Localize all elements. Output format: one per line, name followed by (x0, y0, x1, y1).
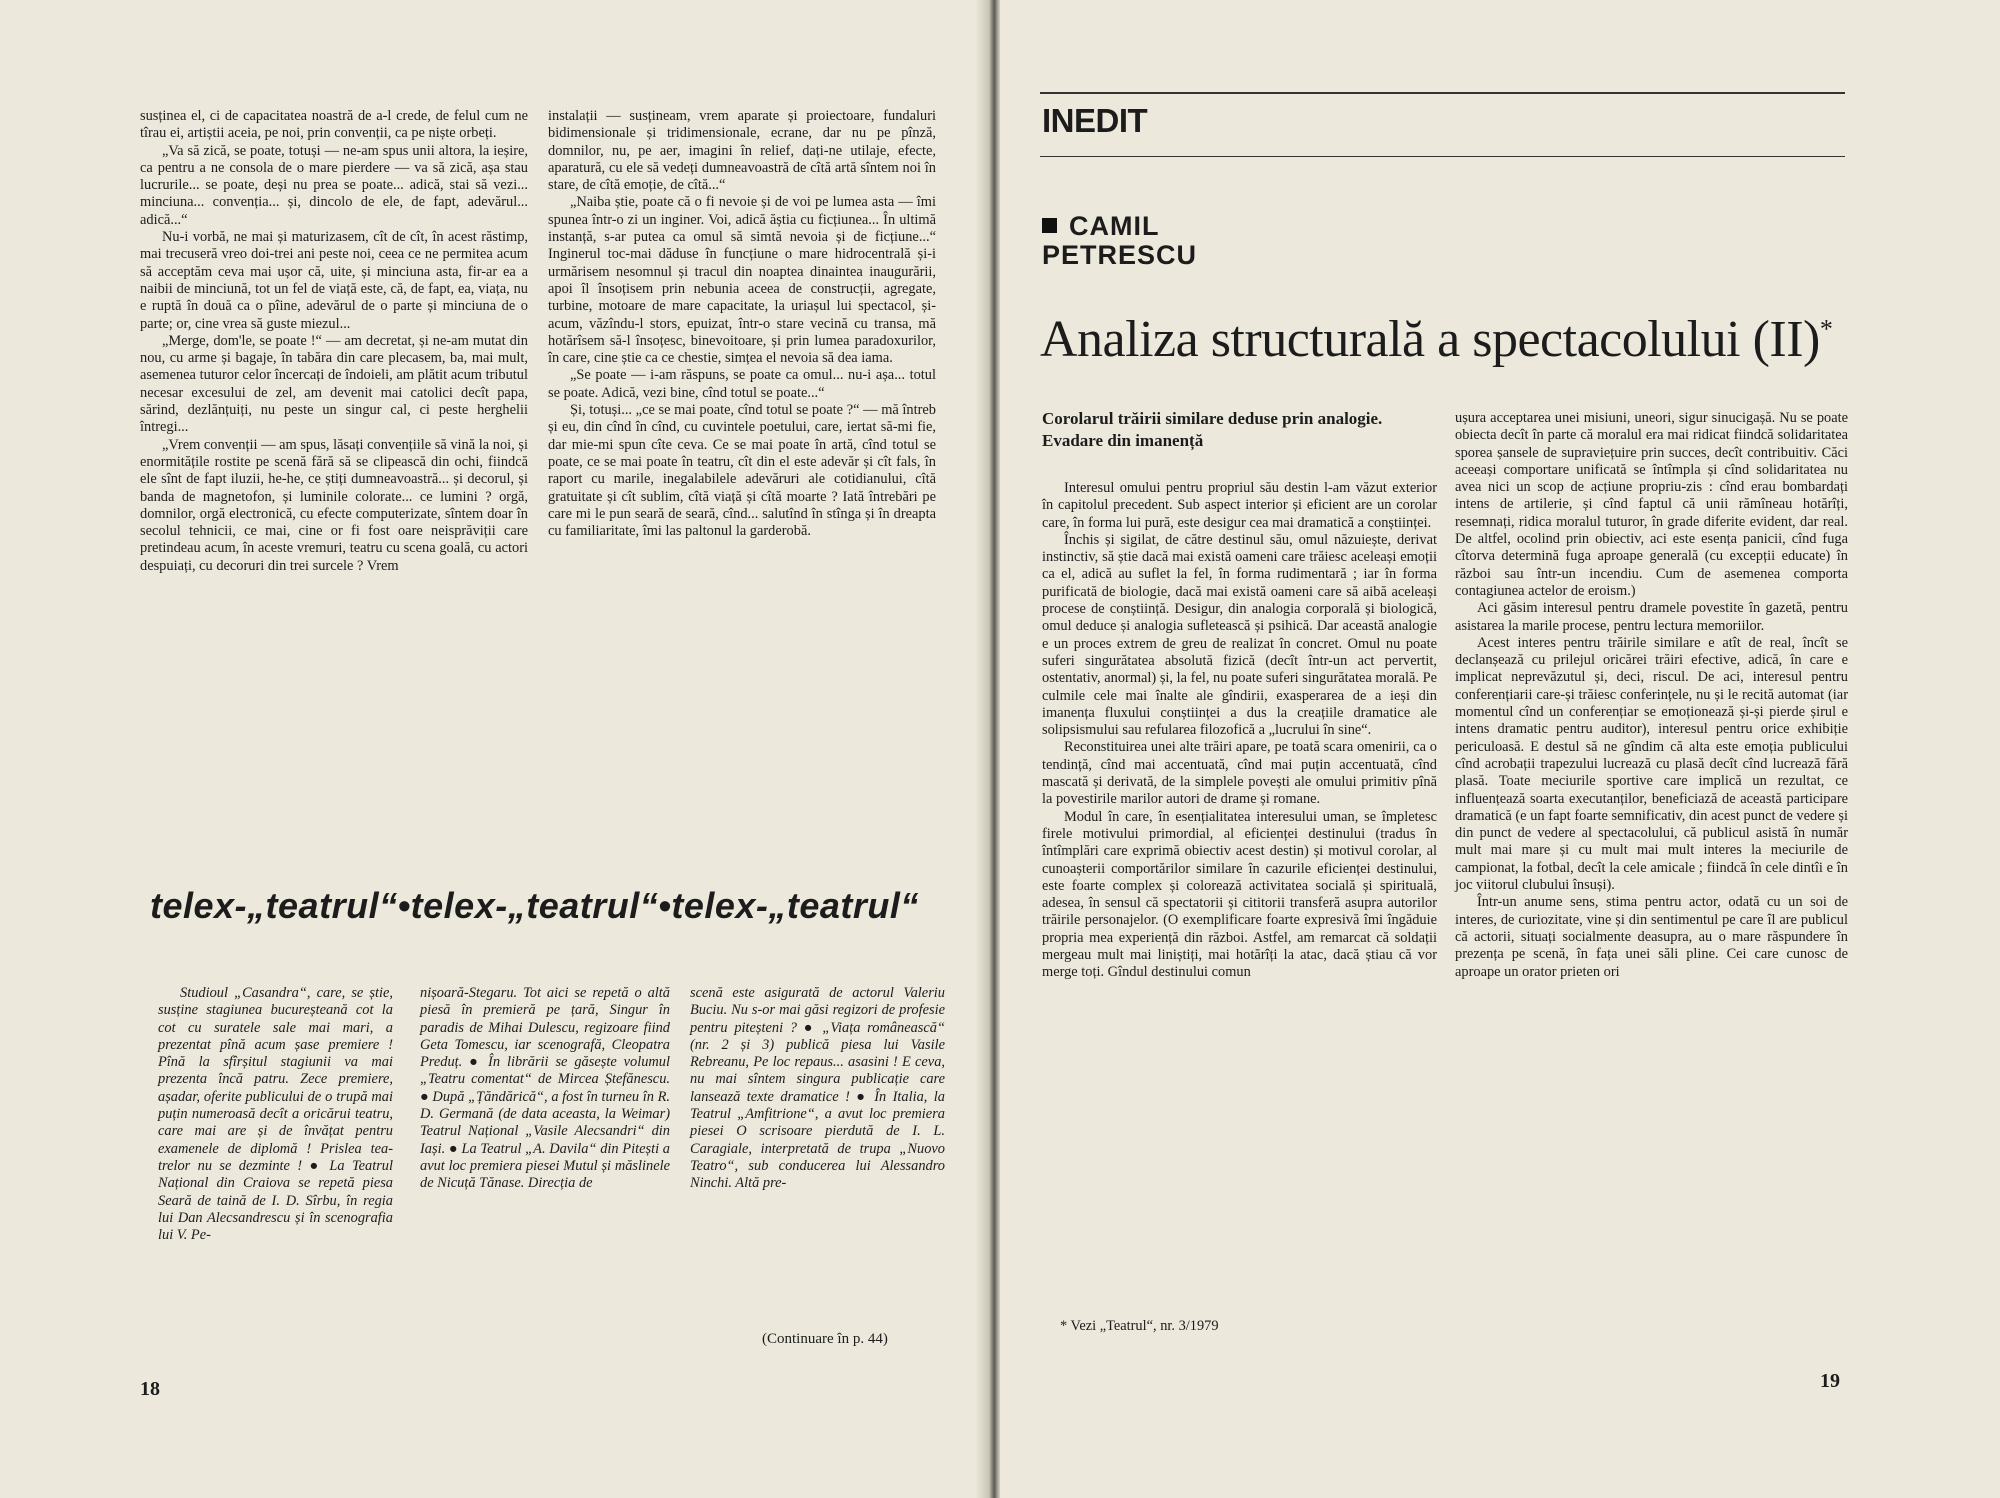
paragraph: instalații — susțineam, vrem aparate și proiectoare, fundaluri bidimensionale și tridimensionale, ecrane, dar nu pe pînză, domnilor, nu, pe aer, imagini în relief, dați-ne utilaje, efecte, aparatură, cu ele să vedeți dumneavoastră de cîtă artă sîntem noi în stare, de cîtă emoție, de cîtă...“ (548, 108, 936, 194)
telex-banner: telex-„teatrul“•telex-„teatrul“•telex-„teatrul“ (150, 885, 919, 926)
footnote: * Vezi „Teatrul“, nr. 3/1979 (1060, 1318, 1219, 1334)
paragraph: Reconstituirea unei alte trăiri apare, pe toată scara omenirii, ca o tendință, cînd mai accentuată, cînd mai puțin accentuată, cînd mascată și derivată, de la simplele povești ale omului primitiv pînă la povestirile marilor autori de drame și romane. (1042, 739, 1437, 808)
left-column-2 (548, 108, 936, 540)
telex-paragraph: scenă este asigurată de actorul Valeriu Buciu. Nu s-or mai găsi regizori de profesie pentru piteșteni ? ● „Viața românească“ (nr. 2 și 3) publică piesa lui Vasile Rebreanu, Pe loc repaus... asasini ! E ceva, nu mai sîntem singura publicație care lansează texte dramatice ! ● În Italia, la Teatrul „Amfitrione“, a avut loc premiera piesei O scrisoare pierdută de I. L. Caragiale, interpretată de trupa „Nuovo Teatro“, sub conducerea lui Alessandro Ninchi. Altă pre- (690, 985, 945, 1192)
paragraph: „Merge, dom'le, se poate !“ — am decretat, și ne-am mutat din nou, cu arme și bagaje, în tabăra din care plecasem, ba, mai mult, asemenea tuturor celor încercați de îndoieli, am plătit acum tributul necesar excesului de zel, am devenit mai catolici decît papa, sărind, dezlănțuiți, nu peste un singur cal, ci peste herghelii întregi... (140, 332, 528, 436)
paragraph: Acest interes pentru trăirile similare e atît de real, încît se declanșează cu prilejul oricărei trăiri efective, adică, în care e implicat neprevăzutul și, deci, riscul. De aci, interesul pentru conferențiarii care-și trăiesc conferințele, nu și le recită automat (iar momentul cînd un conferențiar se emoționează și-și pierde șirul e intens dramatic pentru auditor), interesul pentru orice exhibiție periculoasă. E destul să ne gîndim că alta este emoția publicului cînd acrobații trapezului lucrează cu plasă decît cînd lucrează fără plasă. Toate meciurile sportive care implică un rezultat, ce influențează soarta executanților, beneficiază de această participare dramatică (e un fapt foarte semnificativ, din acest punct de vedere și din punct de vedere al spectacolului, că publicul asistă în număr mult mai mare și cu mult mai mult interes la meciurile de campionat, la fotbal, decît la cele amicale ; fiindcă în cele dintîi e în joc viitorul clubului însuși). (1455, 634, 1848, 894)
article-subhead: Corolarul trăirii similare deduse prin analogie. Evadare din imanență (1042, 409, 1383, 450)
page-number: 18 (140, 1378, 160, 1400)
page-number: 19 (1820, 1370, 1840, 1392)
paragraph: „Naiba știe, poate că o fi nevoie și de voi pe lumea asta — îmi spunea într-o zi un inginer. Voi, adică ăștia cu ficțiunea... În ultimă instanță, s-ar putea ca omul să simtă nevoia și de ficțiune...“ Inginerul toc-mai dăduse în funcțiune o mare hidrocentrală și-i urmărisem nesomnul și tracul din noaptea dinaintea inaugurării, apoi îl însoțisem prin nebunia aceea de construcții, agregate, turbine, motoare de mare capacitate, la uriașul lui spectacol, și-acum, văzîndu-l stors, epuizat, într-o stare vecină cu transa, mă hotărîsem să-l însoțesc, binevoitoare, și prin lumea paradoxurilor, în care, cine știe ca ce chestie, simțea el nevoia să dea iama. (548, 194, 936, 367)
telex-column-3 (690, 985, 945, 1193)
square-bullet-icon (1042, 218, 1057, 233)
left-page (0, 0, 990, 1498)
article-title-text: Analiza structurală a spectacolului (II) (1040, 311, 1820, 368)
paragraph: Nu-i vorbă, ne mai și maturizasem, cît de cît, în acest răstimp, mai trecuseră vreo doi-trei ani peste noi, ceea ce ne permitea acum să acceptăm ceva mai ușor că, uite, și minciuna asta, fir-ar ea a naibii de minciună, tot un fel de viață este, că, de fapt, ea, viața, nu e ruptă în două ca o pîine, adevărul de o parte și minciuna de o parte; or, cine vrea să guste miezul... (140, 229, 528, 332)
paragraph: Într-un anume sens, stima pentru actor, odată cu un soi de interes, de curiozitate, vine și din sentimentul pe care îl are publicul că actorii, situați socialmente deasupra, au o mare răspundere în prezența pe scenă, în fața unei săli pline. Cei care cunosc de aproape un orator prieten ori (1455, 894, 1848, 980)
paragraph: Aci găsim interesul pentru dramele povestite în gazetă, pentru asistarea la marile procese, pentru lectura memoriilor. (1455, 600, 1848, 634)
telex-paragraph: Studioul „Casandra“, care, se știe, susține stagiunea bucureșteană cot la cot cu suratele sale mai mari, a prezentat pînă acum șase premiere ! Pînă la sfîrșitul stagiunii va mai prezenta încă patru. Zece premiere, așadar, oferite publicului de o trupă mai puțin numeroasă decît a oricărui teatru, care mai are și de învățat pentru examenele de diplomă ! Prislea tea-trelor nu se dezminte ! ● La Teatrul Național din Craiova se repetă piesa Seară de taină de I. D. Sîrbu, în regia lui Dan Alecsandrescu și în scenografia lui V. Pe- (158, 985, 393, 1244)
telex-column-1 (158, 985, 393, 1244)
left-column-1 (140, 108, 528, 575)
right-column-1 (1042, 480, 1437, 982)
article-title (1040, 310, 1832, 369)
telex-paragraph: nișoară-Stegaru. Tot aici se repetă o altă piesă în premieră pe țară, Singur în paradis de Mihai Dulescu, regizoare fiind Geta Tomescu, iar scenografă, Cleopatra Preduț. ● În librării se găsește volumul „Teatru comentat“ de Mircea Ștefănescu. ● După „Țăndărică“, a fost în turneu în R. D. Germană (de data aceasta, la Weimar) Teatrul Național „Vasile Alecsandri“ din Iași. ● La Teatrul „A. Davila“ din Pitești a avut loc premiera piesei Mutul și măslinele de Nicuță Tănase. Direcția de (420, 985, 670, 1192)
paragraph: Interesul omului pentru propriul său destin l-am văzut exterior în capitolul precedent. Sub aspect interior și eficient are un corolar care, în forma lui pură, este desigur cea mai dramatică a conștiinței. (1042, 480, 1437, 531)
paragraph: „Vrem convenții — am spus, lăsați convențiile să vină la noi, și enormitățile rostite pe scenă fără să se clipească din ochi, fiindcă ele sînt de fapt iluzii, he-he, ce știți dumneavoastră... și decorul, și banda de magnetofon, și luminile colorate... ce lumini ? orgă, domnilor, orgă electronică, cu efecte computerizate, sîntem doar în secolul tehnicii, ce mai, cine or fi fost oare neisprăviții care pretindeau acum, în aceste vremuri, teatru cu scena goală, cu actori despuiați, cu decoruri din trei surcele ? Vrem (140, 436, 528, 574)
paragraph: „Va să zică, se poate, totuși — ne-am spus unii altora, la ieșire, ca pentru a ne consola de o mare pierdere — va să zică, așa stau lucrurile... se poate, deși nu prea se poate... adică, stai să vezi... minciuna... convenția... și, dincolo de ele, de fapt, adevărul... adică...“ (140, 142, 528, 228)
paragraph: „Se poate — i-am răspuns, se poate ca omul... nu-i așa... totul se poate. Adică, vezi bine, cînd totul se poate...“ (548, 367, 936, 401)
paragraph: Închis și sigilat, de către destinul său, omul năzuiește, derivat instinctiv, să știe dacă mai există oameni care trăiesc aceleași emoții ca el, adică au suflet la fel, în forma rudimentară ; iar în forma purificată de biologie, dacă mai există oameni care să aibă aceleași procese de conștiință. Desigur, din analogia corporală și biologică, omul deduce și analogia sufletească și psihică. Dar această analogie e un proces extrem de greu de realizat în concret. Omul nu poate suferi singurătatea absolută fizică (decît într-un act pervertit, ostentativ, anormal) și, la fel, nu poate suferi singurătatea morală. Pe culmile cele mai înalte ale gîndirii, exasperarea de a ieși din imanența fluxului conștiinței a dus la creațiile dramatice ale solipsismului sau refularea filozofică a „lucrului în sine“. (1042, 531, 1437, 739)
author-first-name: CAMIL (1069, 211, 1160, 241)
footnote-mark: * (1819, 314, 1833, 344)
section-label: INEDIT (1042, 102, 1148, 139)
telex-column-2 (420, 985, 670, 1193)
paragraph: susținea el, ci de capacitatea noastră de a-l crede, de felul cum ne tîrau ei, artiștii aceia, pe noi, prin convenții, ca pe niște orbeți. (140, 108, 528, 142)
author-last-name: PETRESCU (1042, 240, 1198, 270)
continuation-note: (Continuare în p. 44) (762, 1331, 888, 1347)
paragraph: Și, totuși... „ce se mai poate, cînd totul se poate ?“ — mă întreb și eu, din cînd în cînd, cu cuvintele poetului, care, iertat să-mi fie, dar mie-mi spun cîte ceva. Ce se mai poate în artă, cînd totul se poate, ce se mai poate în teatru, cît din el este adevăr și cît fals, în raport cu marile, inegalabilele adevăruri ale cotidianului, cîtă gratuitate și cît sublim, cîtă viață și cîtă moarte ? Iată întrebări pe care mi le pun seară de seară, cînd... salutînd în stînga și în dreapta cu familiaritate, îmi las paltonul la garderobă. (548, 402, 936, 540)
header-rule-top (1040, 92, 1845, 94)
header-rule-bottom (1040, 156, 1845, 157)
right-column-2 (1455, 410, 1848, 981)
author-name (1042, 212, 1197, 270)
paragraph: Modul în care, în esențialitatea interesului uman, se împletesc firele motivului primordial, al eficienței destinului (tradus în întîmplări care exprimă obiectiv acest destin) și motivul corolar, al cunoașterii comportărilor similare în cazurile eficienței destinului, este foarte complex și colorează activitatea socială și spirituală, adesea, în sensul că spectatorii și cititorii transferă asupra autorilor trăirile personajelor. (O exemplificare foarte expresivă îmi îngăduie propria mea experiență din război. Astfel, am remarcat că soldații mergeau mult mai liniștiți, mai hotărîți la atac, dacă știau că vor merge toți. Gîndul destinului comun (1042, 808, 1437, 981)
paragraph: ușura acceptarea unei misiuni, uneori, sigur sinucigașă. Nu se poate obiecta decît în parte că moralul era mai ridicat fiindcă solidaritatea sporea șansele de supraviețuire prin succes, decît contribuitiv. Căci aceeași comportare unificată se întîmpla și cînd solidaritatea nu avea nici un scop de acțiune propriu-zis : cînd erau bombardați intens de artilerie, și cînd faptul că unii rămîneau hotărîți, resemnați, ridica moralul tuturor, în grade diferite evident, dar real. De altfel, ocolind prin obiectiv, aci este esența panicii, cînd fuga cîtorva determină fuga aproape generală (cu excepții educate) în război sau într-un incendiu. Cum de asemenea comporta contagiunea actelor de eroism.) (1455, 410, 1848, 599)
